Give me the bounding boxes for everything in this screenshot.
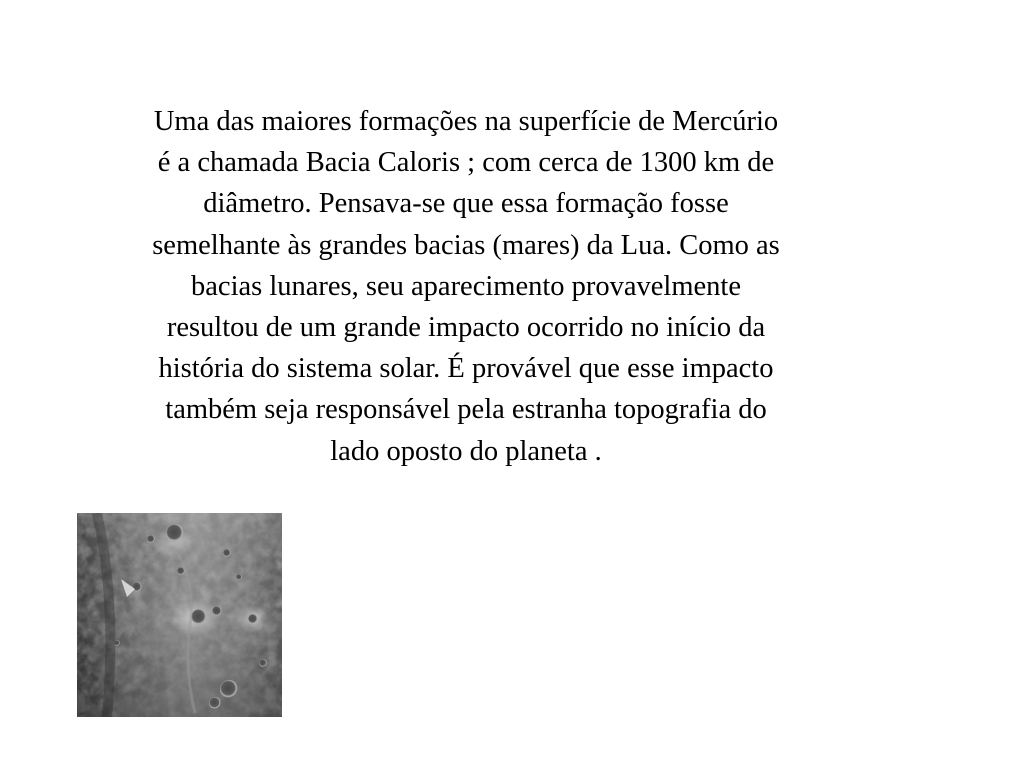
paragraph-line: lado oposto do planeta . bbox=[330, 435, 602, 467]
crater-terrain-image bbox=[77, 513, 282, 717]
mercury-surface-photo bbox=[77, 513, 282, 717]
paragraph-line: diâmetro. Pensava-se que essa formação fosse bbox=[203, 188, 729, 220]
paragraph-line: Uma das maiores formações na superfície de Mercúrio bbox=[153, 106, 779, 137]
paragraph-line: é a chamada Bacia Caloris ; com cerca de 1300 km de bbox=[157, 147, 775, 179]
paragraph-line: história do sistema solar. É provável que esse impacto bbox=[158, 353, 774, 385]
slide-paragraph bbox=[84, 101, 848, 472]
paragraph-line: também seja responsável pela estranha topografia do bbox=[165, 394, 767, 426]
paragraph-line: semelhante às grandes bacias (mares) da Lua. Como as bbox=[152, 229, 780, 261]
paragraph-line: resultou de um grande impacto ocorrido no início da bbox=[166, 312, 766, 344]
paragraph-line: bacias lunares, seu aparecimento provavelmente bbox=[191, 270, 741, 302]
